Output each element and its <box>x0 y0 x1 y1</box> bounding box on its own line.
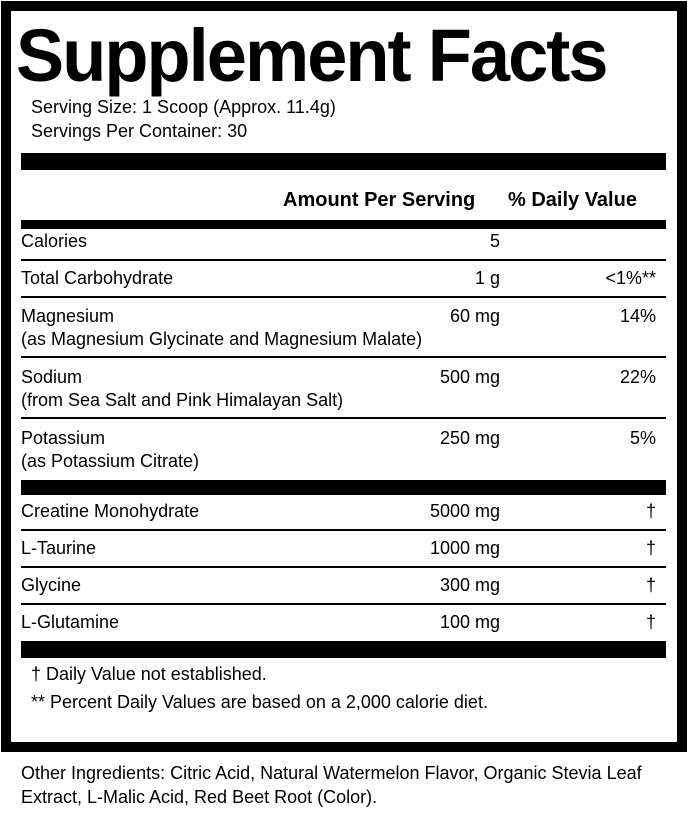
footer-divider <box>21 641 666 658</box>
nutrient-name: Total Carbohydrate <box>21 268 174 288</box>
nutrient-name: Potassium <box>21 428 106 448</box>
amount-per-serving-header: Amount Per Serving <box>283 189 476 211</box>
ingredient-name: Creatine Monohydrate <box>21 501 200 521</box>
ingredient-daily-value: † <box>645 612 656 632</box>
nutrient-daily-value: <1%** <box>605 268 656 288</box>
nutrient-name: Calories <box>21 231 88 251</box>
ingredient-name: Glycine <box>21 575 82 595</box>
ingredient-amount: 100 mg <box>439 612 500 632</box>
row-divider <box>21 356 666 358</box>
ingredient-daily-value: † <box>645 501 656 521</box>
nutrient-amount: 500 mg <box>439 367 500 387</box>
nutrient-name: Sodium <box>21 367 83 387</box>
nutrient-daily-value: 14% <box>619 306 656 326</box>
row-divider <box>21 296 666 298</box>
nutrient-source: (as Potassium Citrate) <box>21 451 200 471</box>
row-divider <box>21 417 666 419</box>
servings-per-container: Servings Per Container: 30 <box>31 121 248 141</box>
row-divider <box>21 529 666 531</box>
nutrient-amount: 1 g <box>474 268 500 288</box>
thick-divider <box>21 153 666 170</box>
other-ingredients: Other Ingredients: Citric Acid, Natural Watermelon Flavor, Organic Stevia Leaf Extract, L-Malic Acid, Red Beet Root (Color). <box>21 763 642 807</box>
ingredient-name: L-Glutamine <box>21 612 120 632</box>
section-divider <box>21 480 666 495</box>
row-divider <box>21 603 666 605</box>
daily-value-header: % Daily Value <box>508 189 637 211</box>
header-divider <box>21 220 666 229</box>
ingredient-daily-value: † <box>645 575 656 595</box>
serving-size: Serving Size: 1 Scoop (Approx. 11.4g) <box>31 97 336 117</box>
nutrient-amount: 60 mg <box>449 306 500 326</box>
nutrient-source: (as Magnesium Glycinate and Magnesium Malate) <box>21 329 423 349</box>
nutrient-name: Magnesium <box>21 306 115 326</box>
footnote-dagger: † Daily Value not established. <box>31 664 267 684</box>
nutrient-daily-value: 5% <box>629 428 656 448</box>
panel-title: Supplement Facts <box>16 14 607 97</box>
nutrient-amount: 5 <box>489 231 500 251</box>
ingredient-daily-value: † <box>645 538 656 558</box>
nutrient-amount: 250 mg <box>439 428 500 448</box>
ingredient-amount: 5000 mg <box>429 501 500 521</box>
nutrient-source: (from Sea Salt and Pink Himalayan Salt) <box>21 390 344 410</box>
footnote-percent: ** Percent Daily Values are based on a 2,000 calorie diet. <box>31 692 488 712</box>
nutrient-daily-value: 22% <box>619 367 656 387</box>
ingredient-amount: 1000 mg <box>429 538 500 558</box>
row-divider <box>21 566 666 568</box>
ingredient-name: L-Taurine <box>21 538 97 558</box>
ingredient-amount: 300 mg <box>439 575 500 595</box>
row-divider <box>21 259 666 261</box>
